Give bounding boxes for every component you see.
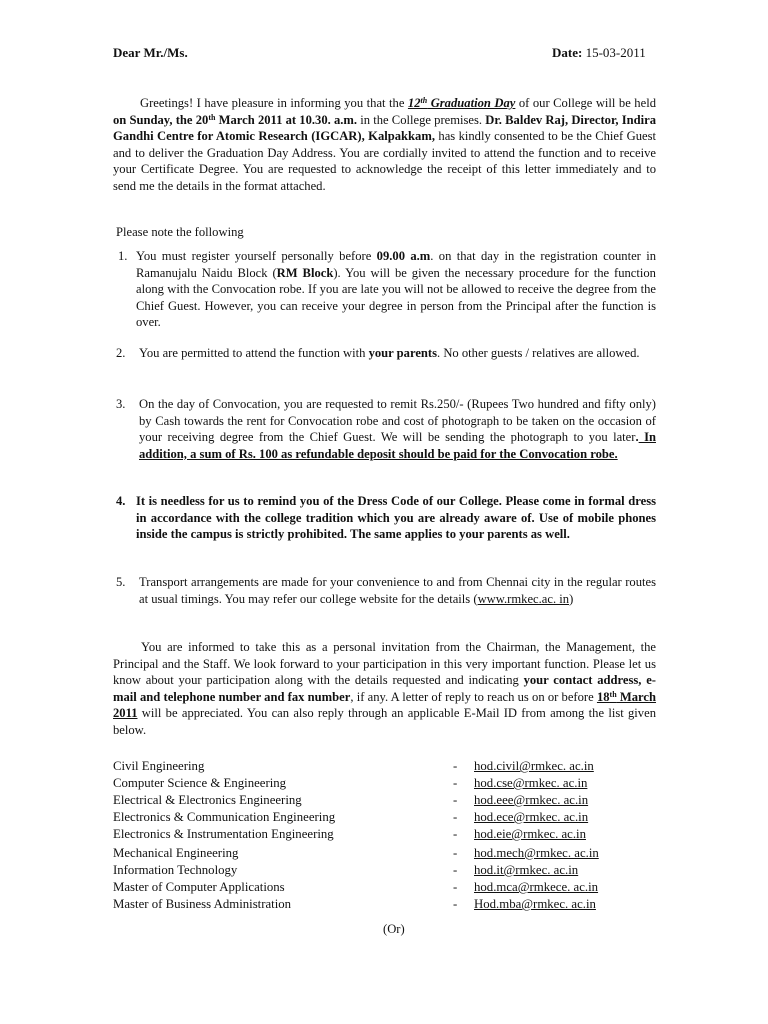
department-email[interactable]: hod.cse@rmkec. ac.in: [474, 776, 588, 790]
salutation: Dear Mr./Ms.: [113, 45, 188, 60]
item-4-text: It is needless for us to remind you of the Dress Code of our College. Please come in formal dress in accordance with the college tradition which you are already aware of. Use of mobile phones inside the campus is strictly prohibited. The same applies to your parents as well.: [136, 494, 656, 541]
department-email[interactable]: hod.eie@rmkec. ac.in: [474, 827, 586, 841]
separator-dash: -: [453, 827, 458, 841]
separator-dash: -: [453, 810, 458, 824]
department-email[interactable]: hod.mech@rmkec. ac.in: [474, 846, 599, 860]
date-value: 15-03-2011: [585, 45, 646, 60]
reply-deadline: 18th March 2011: [113, 689, 657, 720]
your-parents: your parents: [368, 346, 438, 360]
separator-dash: -: [453, 776, 458, 790]
chief-guest: Dr. Baldev Raj, Director, Indira Gandhi Centre for Atomic Research (IGCAR), Kalpakkam,: [113, 112, 657, 143]
item-2-number: 2.: [116, 346, 126, 360]
department-email[interactable]: hod.ece@rmkec. ac.in: [474, 810, 589, 824]
intro-greeting: Greetings! I have pleasure in informing you that the: [140, 96, 408, 110]
item-1-text: You must register yourself personally before 09.00 a.m. on that day in the registration counter in Ramanujalu Naidu Block (RM Block). You will be given the necessary procedure for the function along with the Convocation robe. If you are late you will not be allowed to receive the degree from the Chief Guest. However, you can receive your degree in person from the Principal after the function is over.: [136, 249, 656, 329]
item-1-number: 1.: [118, 249, 128, 263]
graduation-day-title: 12th Graduation Day: [407, 96, 516, 110]
item-3-text: On the day of Convocation, you are requested to remit Rs.250/- (Rupees Two hundred and fifty only) by Cash towards the rent for Convocation robe and cost of photograph to be taken on the occasion of your receiving degree from the Chief Guest. We will be sending the photograph to you later. In addition, a sum of Rs. 100 as refundable deposit should be paid for the Convocation robe.: [139, 397, 656, 461]
separator-dash: -: [453, 793, 458, 807]
department-name: Master of Business Administration: [113, 897, 292, 911]
rm-block: RM Block: [276, 265, 334, 280]
item-3-number: 3.: [116, 397, 126, 411]
deposit-notice: In addition, a sum of Rs. 100 as refundable deposit should be paid for the Convocation robe.: [139, 430, 656, 461]
letter-date: [552, 45, 646, 61]
college-website-link[interactable]: www.rmkec.ac. in: [477, 591, 570, 606]
note-heading: Please note the following: [116, 225, 244, 239]
event-datetime: on Sunday, the 20th March 2011 at 10.30. a.m.: [113, 112, 358, 127]
date-label: Date:: [552, 45, 583, 60]
department-email[interactable]: hod.civil@rmkec. ac.in: [474, 759, 594, 773]
item-2-text: You are permitted to attend the function with your parents. No other guests / relatives are allowed.: [139, 346, 640, 360]
department-name: Electrical & Electronics Engineering: [113, 793, 302, 807]
contact-details-request: your contact address, e-mail and telephone number and fax number: [113, 673, 656, 704]
or-separator: (Or): [383, 922, 405, 936]
department-name: Civil Engineering: [113, 759, 205, 773]
department-email[interactable]: hod.it@rmkec. ac.in: [474, 863, 579, 877]
separator-dash: -: [453, 863, 458, 877]
department-name: Information Technology: [113, 863, 238, 877]
register-time: 09.00 a.m: [376, 249, 431, 263]
department-name: Electronics & Instrumentation Engineering: [113, 827, 334, 841]
department-email[interactable]: hod.eee@rmkec. ac.in: [474, 793, 589, 807]
separator-dash: -: [453, 880, 458, 894]
item-5-number: 5.: [116, 575, 126, 589]
department-email[interactable]: Hod.mba@rmkec. ac.in: [474, 897, 596, 911]
separator-dash: -: [453, 897, 458, 911]
separator-dash: -: [453, 846, 458, 860]
item-5-text: Transport arrangements are made for your convenience to and from Chennai city in the regular routes at usual timings. You may refer our college website for the details (www.rmkec.ac. in): [139, 575, 656, 606]
department-name: Computer Science & Engineering: [113, 776, 287, 790]
closing-paragraph: You are informed to take this as a personal invitation from the Chairman, the Management, the Principal and the Staff. We look forward to your participation in this very important function. Please let us know about your participation along with the details requested and indicating your contact address, e-mail and telephone number and fax number, if any. A letter of reply to reach us on or before 18th March 2011 will be appreciated. You can also reply through an applicable E-Mail ID from among the list given below.: [113, 640, 657, 737]
department-name: Master of Computer Applications: [113, 880, 285, 894]
department-name: Mechanical Engineering: [113, 846, 239, 860]
intro-paragraph: Greetings! I have pleasure in informing you that the 12th Graduation Day of our College will be held on Sunday, the 20th March 2011 at 10.30. a.m. in the College premises. Dr. Baldev Raj, Director, Indira Gandhi Centre for Atomic Research (IGCAR), Kalpakkam, has kindly consented to be the Chief Guest and to deliver the Graduation Day Address. You are cordially invited to attend the function and to receive your Certificate Degree. You are requested to acknowledge the receipt of this letter immediately and to send me the details in the format attached.: [113, 96, 657, 193]
department-name: Electronics & Communication Engineering: [113, 810, 336, 824]
department-email[interactable]: hod.mca@rmkece. ac.in: [474, 880, 599, 894]
separator-dash: -: [453, 759, 458, 773]
item-4-number: 4.: [116, 494, 126, 508]
